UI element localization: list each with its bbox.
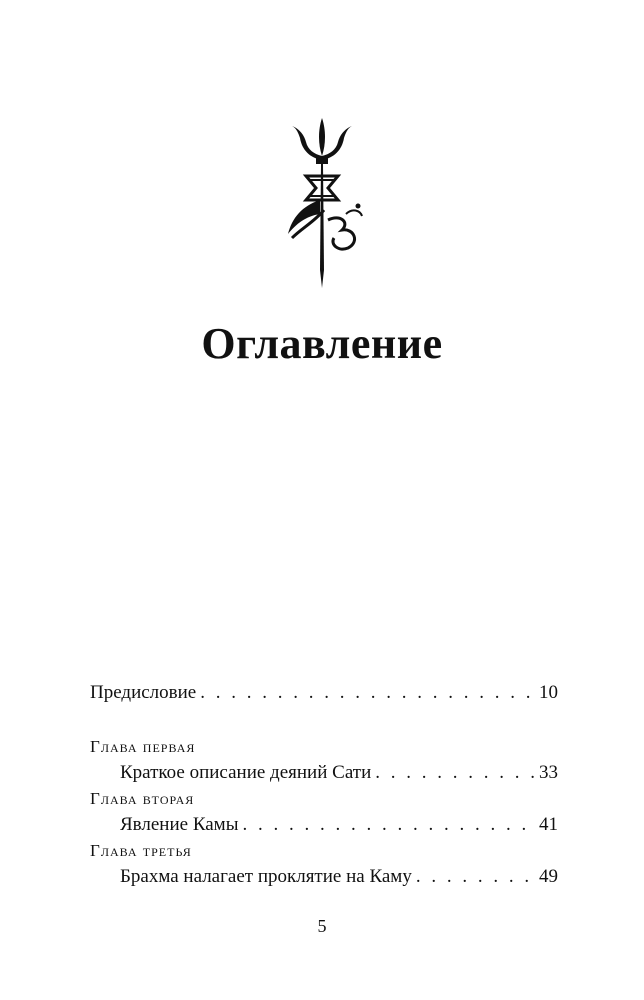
toc-entry-label: Явление Камы [120, 814, 239, 835]
chapter-heading-1: Глава первая [90, 737, 196, 756]
page-number: 5 [317, 916, 327, 936]
toc-leader-dots [200, 680, 535, 706]
toc-entry-chapter-3[interactable] [90, 864, 558, 890]
chapter-heading-3: Глава третья [90, 841, 192, 860]
toc-entry-chapter-1[interactable] [90, 760, 558, 786]
toc-leader-dots [416, 864, 535, 890]
toc-entry-label: Краткое описание деяний Сати [120, 762, 372, 783]
toc-page-number: 33 [539, 762, 558, 783]
toc-leader-dots [375, 760, 535, 786]
toc-page-number: 10 [539, 682, 558, 703]
page-title: Оглавление [201, 319, 443, 368]
chapter-heading-2: Глава вторая [90, 789, 195, 808]
toc-page-number: 49 [539, 866, 558, 887]
toc-entry-preface[interactable] [90, 680, 558, 706]
toc-entry-label: Брахма налагает проклятие на Каму [120, 866, 412, 887]
toc-entry-chapter-2[interactable] [90, 812, 558, 838]
toc-entry-label: Предисловие [90, 682, 197, 703]
trident-damaru-om-icon [262, 110, 382, 290]
toc-leader-dots [242, 812, 535, 838]
toc-page-number: 41 [539, 814, 558, 835]
table-of-contents [90, 680, 558, 890]
